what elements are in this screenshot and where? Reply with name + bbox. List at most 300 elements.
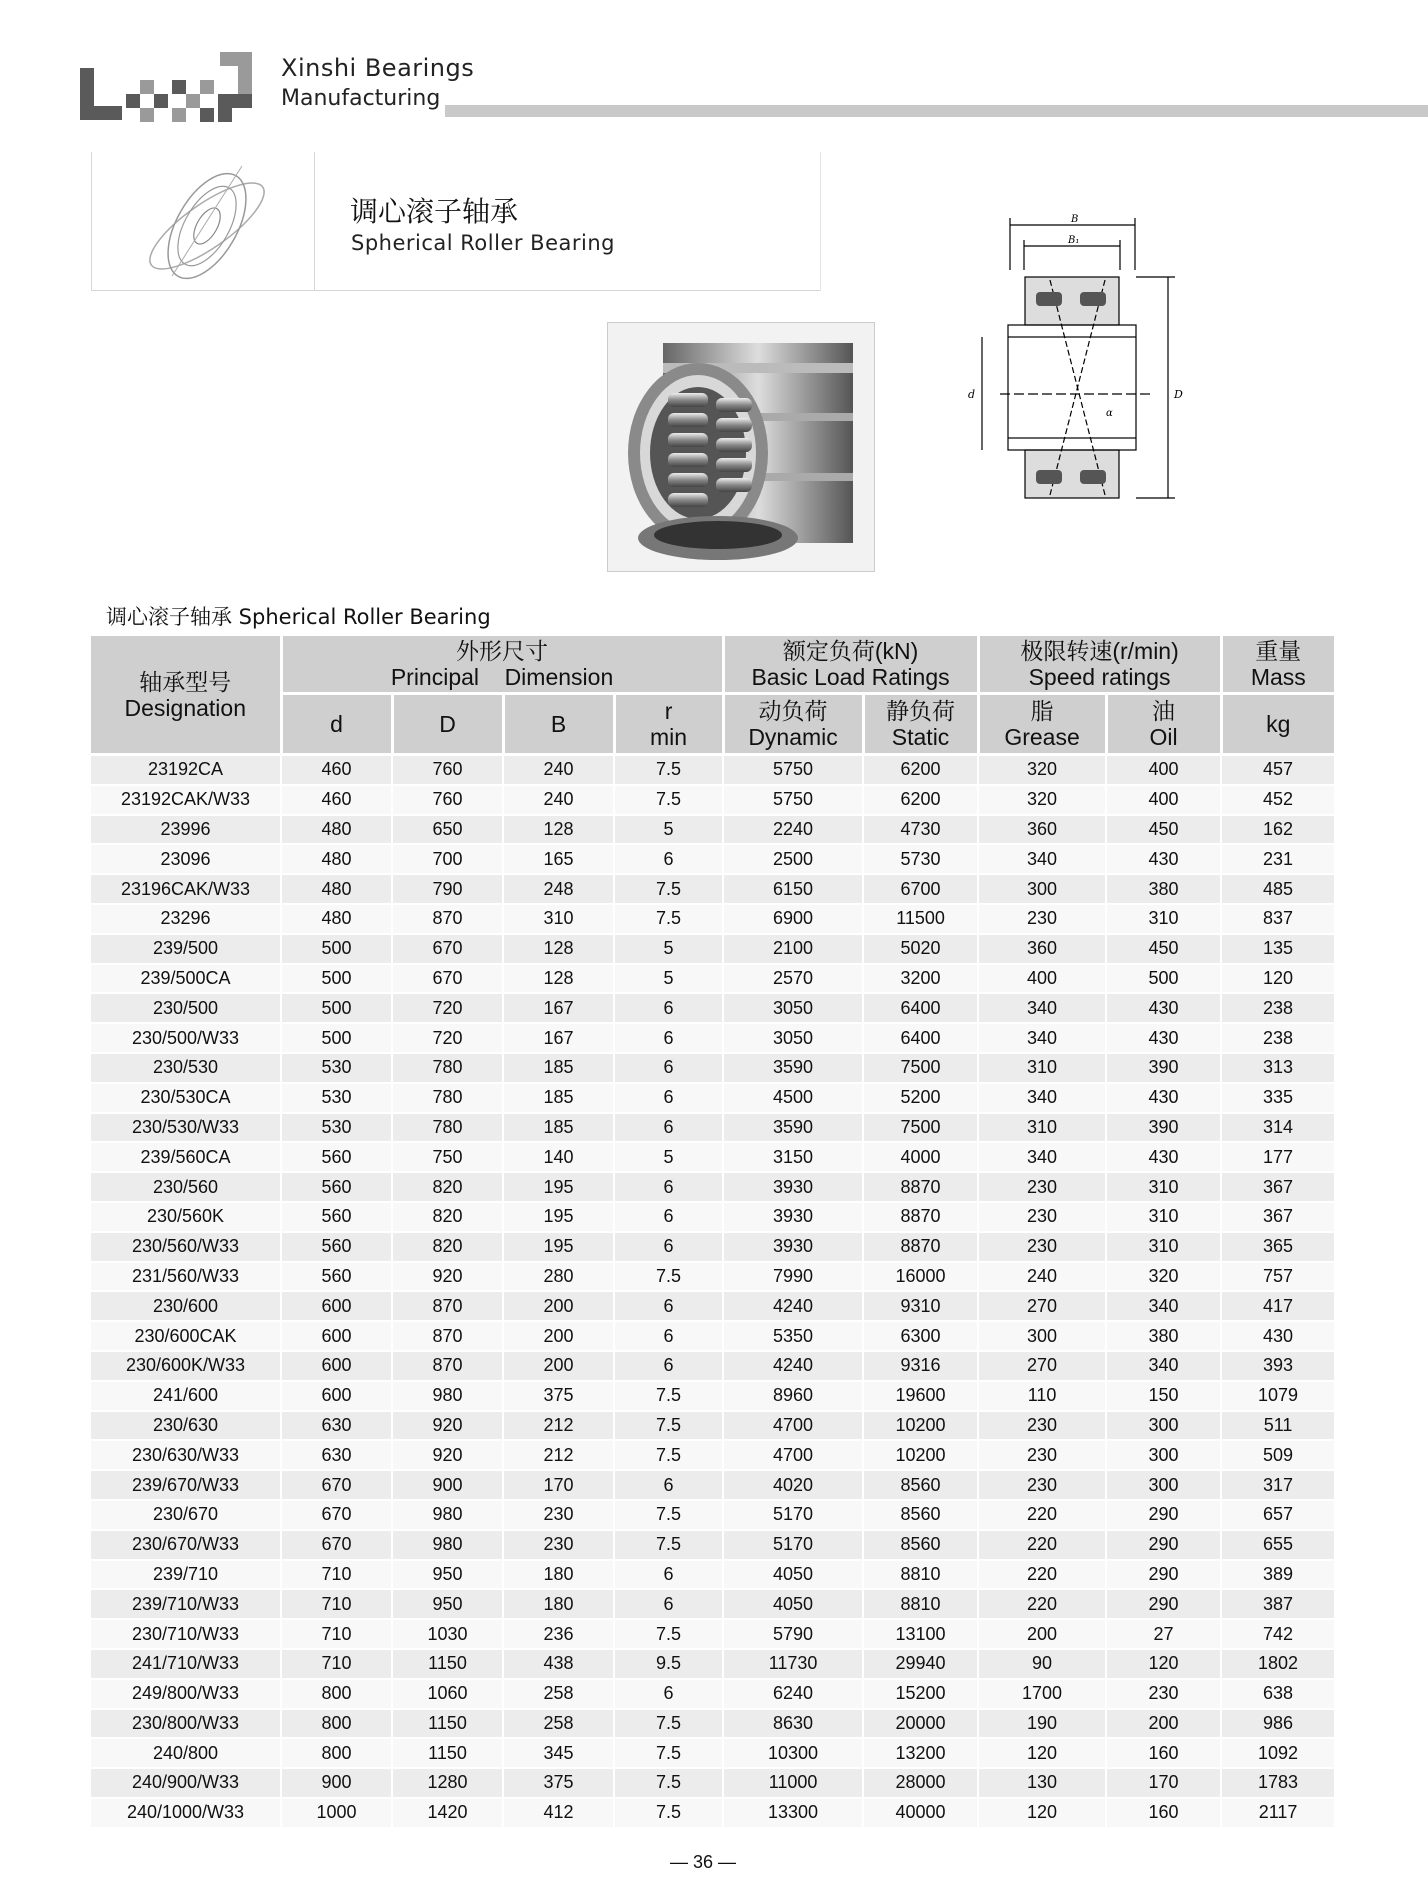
cell-static: 8560 <box>863 1470 978 1500</box>
cell-oil: 430 <box>1106 844 1221 874</box>
header-d: d <box>281 694 392 755</box>
cell-B: 128 <box>503 934 614 964</box>
cell-B: 140 <box>503 1142 614 1172</box>
cell-oil: 340 <box>1106 1291 1221 1321</box>
cell-grease: 1700 <box>978 1679 1106 1709</box>
cell-mass: 162 <box>1221 815 1334 845</box>
cell-d: 560 <box>281 1232 392 1262</box>
cell-static: 10200 <box>863 1440 978 1470</box>
table-row <box>91 1083 1334 1113</box>
cell-mass: 314 <box>1221 1113 1334 1143</box>
cell-static: 4730 <box>863 815 978 845</box>
cell-dynamic: 11000 <box>723 1768 863 1798</box>
cell-designation: 239/560CA <box>91 1142 281 1172</box>
cell-static: 40000 <box>863 1798 978 1828</box>
cell-dynamic: 7990 <box>723 1262 863 1292</box>
cell-grease: 200 <box>978 1619 1106 1649</box>
cell-mass: 638 <box>1221 1679 1334 1709</box>
cell-dynamic: 8960 <box>723 1381 863 1411</box>
cell-static: 7500 <box>863 1053 978 1083</box>
cell-D: 650 <box>392 815 503 845</box>
table-row <box>91 1113 1334 1143</box>
cell-d: 500 <box>281 934 392 964</box>
cell-mass: 2117 <box>1221 1798 1334 1828</box>
cell-mass: 742 <box>1221 1619 1334 1649</box>
drawing-label-B: B <box>1071 214 1079 225</box>
header-grease-cn: 脂 <box>1030 698 1054 724</box>
cell-static: 9310 <box>863 1291 978 1321</box>
table-row <box>91 1291 1334 1321</box>
cell-B: 180 <box>503 1589 614 1619</box>
cell-oil: 430 <box>1106 993 1221 1023</box>
cell-designation: 230/600 <box>91 1291 281 1321</box>
header-load-en: Basic Load Ratings <box>751 664 950 690</box>
table-row <box>91 904 1334 934</box>
cell-D: 780 <box>392 1113 503 1143</box>
cell-d: 530 <box>281 1083 392 1113</box>
cell-r-min: 6 <box>614 1351 723 1381</box>
cell-oil: 27 <box>1106 1619 1221 1649</box>
cell-dynamic: 11730 <box>723 1649 863 1679</box>
cell-dynamic: 5790 <box>723 1619 863 1649</box>
cell-static: 13200 <box>863 1738 978 1768</box>
cell-oil: 120 <box>1106 1649 1221 1679</box>
table-row <box>91 785 1334 815</box>
cell-oil: 310 <box>1106 904 1221 934</box>
cell-oil: 390 <box>1106 1113 1221 1143</box>
header-kg: kg <box>1221 694 1334 755</box>
cell-oil: 310 <box>1106 1172 1221 1202</box>
cell-mass: 389 <box>1221 1560 1334 1590</box>
header-designation-cn: 轴承型号 <box>139 668 232 695</box>
cell-designation: 23192CAK/W33 <box>91 785 281 815</box>
cell-D: 820 <box>392 1202 503 1232</box>
cell-dynamic: 6240 <box>723 1679 863 1709</box>
cell-d: 530 <box>281 1053 392 1083</box>
header-mass-en: Mass <box>1250 664 1306 690</box>
cell-r-min: 7.5 <box>614 785 723 815</box>
cell-B: 375 <box>503 1768 614 1798</box>
cell-grease: 340 <box>978 1023 1106 1053</box>
cell-D: 1150 <box>392 1649 503 1679</box>
cell-dynamic: 5350 <box>723 1321 863 1351</box>
cell-dynamic: 3590 <box>723 1113 863 1143</box>
cell-static: 20000 <box>863 1709 978 1739</box>
header-speed-en: Speed ratings <box>1028 664 1171 690</box>
brand-subtitle: Manufacturing <box>281 86 441 111</box>
cell-D: 1150 <box>392 1738 503 1768</box>
cell-d: 500 <box>281 964 392 994</box>
cell-designation: 241/600 <box>91 1381 281 1411</box>
cell-mass: 655 <box>1221 1530 1334 1560</box>
cell-grease: 340 <box>978 844 1106 874</box>
cell-r-min: 5 <box>614 815 723 845</box>
cell-designation: 230/600K/W33 <box>91 1351 281 1381</box>
cell-r-min: 6 <box>614 1053 723 1083</box>
company-logo <box>80 48 270 140</box>
drawing-label-D: D <box>1174 388 1183 401</box>
cell-mass: 238 <box>1221 993 1334 1023</box>
cell-dynamic: 5750 <box>723 755 863 785</box>
table-row <box>91 1172 1334 1202</box>
cell-B: 212 <box>503 1440 614 1470</box>
cell-dynamic: 4500 <box>723 1083 863 1113</box>
bearing-sketch-icon <box>132 156 282 286</box>
header-oil-en: Oil <box>1149 724 1178 750</box>
drawing-label-alpha: α <box>1106 408 1113 419</box>
cell-mass: 1092 <box>1221 1738 1334 1768</box>
cell-designation: 230/710/W33 <box>91 1619 281 1649</box>
table-row <box>91 934 1334 964</box>
cell-B: 412 <box>503 1798 614 1828</box>
cell-static: 19600 <box>863 1381 978 1411</box>
cell-dynamic: 4700 <box>723 1440 863 1470</box>
cell-d: 600 <box>281 1381 392 1411</box>
cell-r-min: 7.5 <box>614 1381 723 1411</box>
bearing-spec-table <box>91 636 1334 1829</box>
cell-B: 438 <box>503 1649 614 1679</box>
header-grease-en: Grease <box>1004 724 1080 750</box>
cell-r-min: 7.5 <box>614 1262 723 1292</box>
cell-grease: 220 <box>978 1589 1106 1619</box>
cell-grease: 320 <box>978 785 1106 815</box>
cell-grease: 120 <box>978 1738 1106 1768</box>
cell-dynamic: 3050 <box>723 993 863 1023</box>
cell-d: 600 <box>281 1321 392 1351</box>
table-caption: 调心滚子轴承 Spherical Roller Bearing <box>106 605 491 629</box>
cell-D: 870 <box>392 904 503 934</box>
cell-grease: 90 <box>978 1649 1106 1679</box>
cell-d: 480 <box>281 874 392 904</box>
drawing-label-d: d <box>968 388 976 401</box>
cell-oil: 290 <box>1106 1589 1221 1619</box>
cell-designation: 23996 <box>91 815 281 845</box>
cell-B: 195 <box>503 1172 614 1202</box>
header-r: r <box>664 698 673 724</box>
cell-d: 630 <box>281 1440 392 1470</box>
table-row <box>91 1560 1334 1590</box>
header-r-min <box>614 694 723 755</box>
cell-grease: 220 <box>978 1530 1106 1560</box>
cell-static: 8810 <box>863 1589 978 1619</box>
table-row <box>91 1411 1334 1441</box>
cell-d: 600 <box>281 1291 392 1321</box>
cell-static: 8870 <box>863 1202 978 1232</box>
cell-static: 15200 <box>863 1679 978 1709</box>
table-row <box>91 755 1334 785</box>
cell-static: 28000 <box>863 1768 978 1798</box>
cell-D: 670 <box>392 964 503 994</box>
cell-r-min: 5 <box>614 1142 723 1172</box>
cell-static: 7500 <box>863 1113 978 1143</box>
cell-r-min: 7.5 <box>614 1411 723 1441</box>
table-row <box>91 1262 1334 1292</box>
cell-designation: 249/800/W33 <box>91 1679 281 1709</box>
cell-d: 500 <box>281 1023 392 1053</box>
cell-mass: 1783 <box>1221 1768 1334 1798</box>
header-static <box>863 694 978 755</box>
header-principal-en: Principal Dimension <box>390 664 614 690</box>
cell-r-min: 7.5 <box>614 1709 723 1739</box>
cell-grease: 320 <box>978 755 1106 785</box>
cell-D: 900 <box>392 1470 503 1500</box>
cell-oil: 290 <box>1106 1530 1221 1560</box>
cell-B: 167 <box>503 1023 614 1053</box>
cell-static: 5020 <box>863 934 978 964</box>
cell-grease: 130 <box>978 1768 1106 1798</box>
cell-dynamic: 3590 <box>723 1053 863 1083</box>
cell-grease: 270 <box>978 1291 1106 1321</box>
table-row <box>91 1589 1334 1619</box>
cell-designation: 240/1000/W33 <box>91 1798 281 1828</box>
cell-D: 1150 <box>392 1709 503 1739</box>
table-row <box>91 1649 1334 1679</box>
cell-r-min: 6 <box>614 1321 723 1351</box>
cell-D: 920 <box>392 1262 503 1292</box>
cell-B: 236 <box>503 1619 614 1649</box>
cell-mass: 509 <box>1221 1440 1334 1470</box>
header-B: B <box>503 694 614 755</box>
cell-B: 310 <box>503 904 614 934</box>
cell-oil: 150 <box>1106 1381 1221 1411</box>
cell-r-min: 6 <box>614 844 723 874</box>
cell-mass: 757 <box>1221 1262 1334 1292</box>
cell-d: 460 <box>281 755 392 785</box>
cell-D: 950 <box>392 1589 503 1619</box>
cell-static: 6200 <box>863 755 978 785</box>
header-designation <box>91 636 281 755</box>
cell-D: 980 <box>392 1381 503 1411</box>
cell-dynamic: 5750 <box>723 785 863 815</box>
cell-mass: 393 <box>1221 1351 1334 1381</box>
cell-static: 11500 <box>863 904 978 934</box>
cell-d: 670 <box>281 1530 392 1560</box>
cell-static: 13100 <box>863 1619 978 1649</box>
cell-oil: 200 <box>1106 1709 1221 1739</box>
cell-r-min: 6 <box>614 1083 723 1113</box>
cell-dynamic: 2240 <box>723 815 863 845</box>
header-static-cn: 静负荷 <box>886 698 956 724</box>
cell-r-min: 7.5 <box>614 1738 723 1768</box>
cell-designation: 230/560 <box>91 1172 281 1202</box>
cell-D: 870 <box>392 1351 503 1381</box>
cell-D: 700 <box>392 844 503 874</box>
table-body <box>91 755 1334 1828</box>
cell-mass: 430 <box>1221 1321 1334 1351</box>
cell-static: 6300 <box>863 1321 978 1351</box>
header-grease <box>978 694 1106 755</box>
cell-designation: 230/630 <box>91 1411 281 1441</box>
cell-designation: 239/500 <box>91 934 281 964</box>
table-row <box>91 1500 1334 1530</box>
table-row <box>91 1232 1334 1262</box>
table-row <box>91 1202 1334 1232</box>
cell-dynamic: 8630 <box>723 1709 863 1739</box>
cell-D: 780 <box>392 1083 503 1113</box>
cell-D: 920 <box>392 1411 503 1441</box>
cell-designation: 230/670 <box>91 1500 281 1530</box>
cell-static: 6700 <box>863 874 978 904</box>
cell-grease: 230 <box>978 1232 1106 1262</box>
cell-dynamic: 3930 <box>723 1202 863 1232</box>
cell-static: 8810 <box>863 1560 978 1590</box>
cell-D: 1060 <box>392 1679 503 1709</box>
cell-designation: 23196CAK/W33 <box>91 874 281 904</box>
cell-r-min: 5 <box>614 964 723 994</box>
table-row <box>91 964 1334 994</box>
header-rule <box>445 105 1428 117</box>
cell-D: 790 <box>392 874 503 904</box>
cell-dynamic: 5170 <box>723 1500 863 1530</box>
cell-mass: 457 <box>1221 755 1334 785</box>
cell-mass: 1079 <box>1221 1381 1334 1411</box>
cell-grease: 300 <box>978 874 1106 904</box>
cell-D: 1280 <box>392 1768 503 1798</box>
table-row <box>91 1738 1334 1768</box>
cell-designation: 230/500 <box>91 993 281 1023</box>
cell-d: 630 <box>281 1411 392 1441</box>
header-speed-cn: 极限转速(r/min) <box>1020 638 1179 664</box>
table-row <box>91 844 1334 874</box>
cell-grease: 230 <box>978 1202 1106 1232</box>
cell-grease: 340 <box>978 1142 1106 1172</box>
cell-dynamic: 4050 <box>723 1560 863 1590</box>
cell-static: 6200 <box>863 785 978 815</box>
cell-B: 248 <box>503 874 614 904</box>
table-row <box>91 1530 1334 1560</box>
cell-D: 760 <box>392 755 503 785</box>
cell-D: 780 <box>392 1053 503 1083</box>
cell-B: 128 <box>503 815 614 845</box>
cell-r-min: 7.5 <box>614 1440 723 1470</box>
cell-d: 670 <box>281 1500 392 1530</box>
cell-grease: 190 <box>978 1709 1106 1739</box>
cell-grease: 110 <box>978 1381 1106 1411</box>
cell-oil: 160 <box>1106 1738 1221 1768</box>
cell-D: 720 <box>392 1023 503 1053</box>
table-row <box>91 1470 1334 1500</box>
header-load-cn: 额定负荷(kN) <box>782 638 919 664</box>
cell-oil: 170 <box>1106 1768 1221 1798</box>
cell-designation: 230/630/W33 <box>91 1440 281 1470</box>
header-speed-ratings <box>978 636 1221 694</box>
cell-designation: 231/560/W33 <box>91 1262 281 1292</box>
cell-designation: 230/560K <box>91 1202 281 1232</box>
cell-d: 800 <box>281 1738 392 1768</box>
header-D: D <box>392 694 503 755</box>
cell-B: 195 <box>503 1232 614 1262</box>
cell-grease: 310 <box>978 1113 1106 1143</box>
header-dynamic-en: Dynamic <box>748 724 838 750</box>
cell-dynamic: 4240 <box>723 1351 863 1381</box>
header-principal-dimension <box>281 636 723 694</box>
cell-designation: 23096 <box>91 844 281 874</box>
drawing-label-B1: B₁ <box>1068 235 1080 246</box>
cell-mass: 986 <box>1221 1709 1334 1739</box>
cell-B: 280 <box>503 1262 614 1292</box>
cell-designation: 230/560/W33 <box>91 1232 281 1262</box>
cell-grease: 230 <box>978 1172 1106 1202</box>
cell-mass: 365 <box>1221 1232 1334 1262</box>
table-row <box>91 1023 1334 1053</box>
cell-B: 240 <box>503 785 614 815</box>
table-row <box>91 1381 1334 1411</box>
cell-designation: 230/530CA <box>91 1083 281 1113</box>
brand-title: Xinshi Bearings <box>281 54 475 82</box>
cell-oil: 450 <box>1106 815 1221 845</box>
cell-dynamic: 3930 <box>723 1232 863 1262</box>
cell-d: 480 <box>281 904 392 934</box>
cell-D: 980 <box>392 1530 503 1560</box>
cell-designation: 239/500CA <box>91 964 281 994</box>
cell-oil: 430 <box>1106 1083 1221 1113</box>
cell-r-min: 7.5 <box>614 1530 723 1560</box>
cell-B: 230 <box>503 1530 614 1560</box>
cell-d: 560 <box>281 1142 392 1172</box>
cell-D: 950 <box>392 1560 503 1590</box>
cell-grease: 310 <box>978 1053 1106 1083</box>
cell-D: 920 <box>392 1440 503 1470</box>
table-row <box>91 993 1334 1023</box>
cell-oil: 340 <box>1106 1351 1221 1381</box>
cell-r-min: 6 <box>614 1202 723 1232</box>
cell-grease: 120 <box>978 1798 1106 1828</box>
cell-dynamic: 2500 <box>723 844 863 874</box>
cell-r-min: 6 <box>614 1470 723 1500</box>
cell-grease: 340 <box>978 993 1106 1023</box>
cell-D: 760 <box>392 785 503 815</box>
cell-D: 870 <box>392 1291 503 1321</box>
cell-static: 6400 <box>863 1023 978 1053</box>
cell-static: 4000 <box>863 1142 978 1172</box>
cell-r-min: 6 <box>614 1023 723 1053</box>
cell-dynamic: 3050 <box>723 1023 863 1053</box>
cell-designation: 240/800 <box>91 1738 281 1768</box>
cell-r-min: 7.5 <box>614 904 723 934</box>
cell-dynamic: 4240 <box>723 1291 863 1321</box>
cell-designation: 230/600CAK <box>91 1321 281 1351</box>
cell-r-min: 6 <box>614 1113 723 1143</box>
cell-B: 185 <box>503 1083 614 1113</box>
cell-designation: 240/900/W33 <box>91 1768 281 1798</box>
header-min: min <box>649 724 688 750</box>
cell-oil: 400 <box>1106 785 1221 815</box>
cell-d: 560 <box>281 1262 392 1292</box>
cell-static: 3200 <box>863 964 978 994</box>
cell-B: 195 <box>503 1202 614 1232</box>
cell-oil: 310 <box>1106 1232 1221 1262</box>
cell-B: 167 <box>503 993 614 1023</box>
cell-B: 212 <box>503 1411 614 1441</box>
header-principal-cn: 外形尺寸 <box>456 638 549 664</box>
cell-r-min: 7.5 <box>614 755 723 785</box>
bearing-cross-section-drawing <box>960 210 1190 515</box>
cell-D: 720 <box>392 993 503 1023</box>
title-chinese: 调心滚子轴承 <box>350 195 519 228</box>
cell-B: 200 <box>503 1291 614 1321</box>
header-oil <box>1106 694 1221 755</box>
table-row <box>91 874 1334 904</box>
table-row <box>91 1321 1334 1351</box>
title-box <box>91 152 821 291</box>
cell-designation: 23296 <box>91 904 281 934</box>
cell-r-min: 7.5 <box>614 1768 723 1798</box>
cell-dynamic: 6150 <box>723 874 863 904</box>
header-basic-load-ratings <box>723 636 978 694</box>
cell-r-min: 6 <box>614 1679 723 1709</box>
cell-B: 185 <box>503 1113 614 1143</box>
cell-designation: 230/670/W33 <box>91 1530 281 1560</box>
